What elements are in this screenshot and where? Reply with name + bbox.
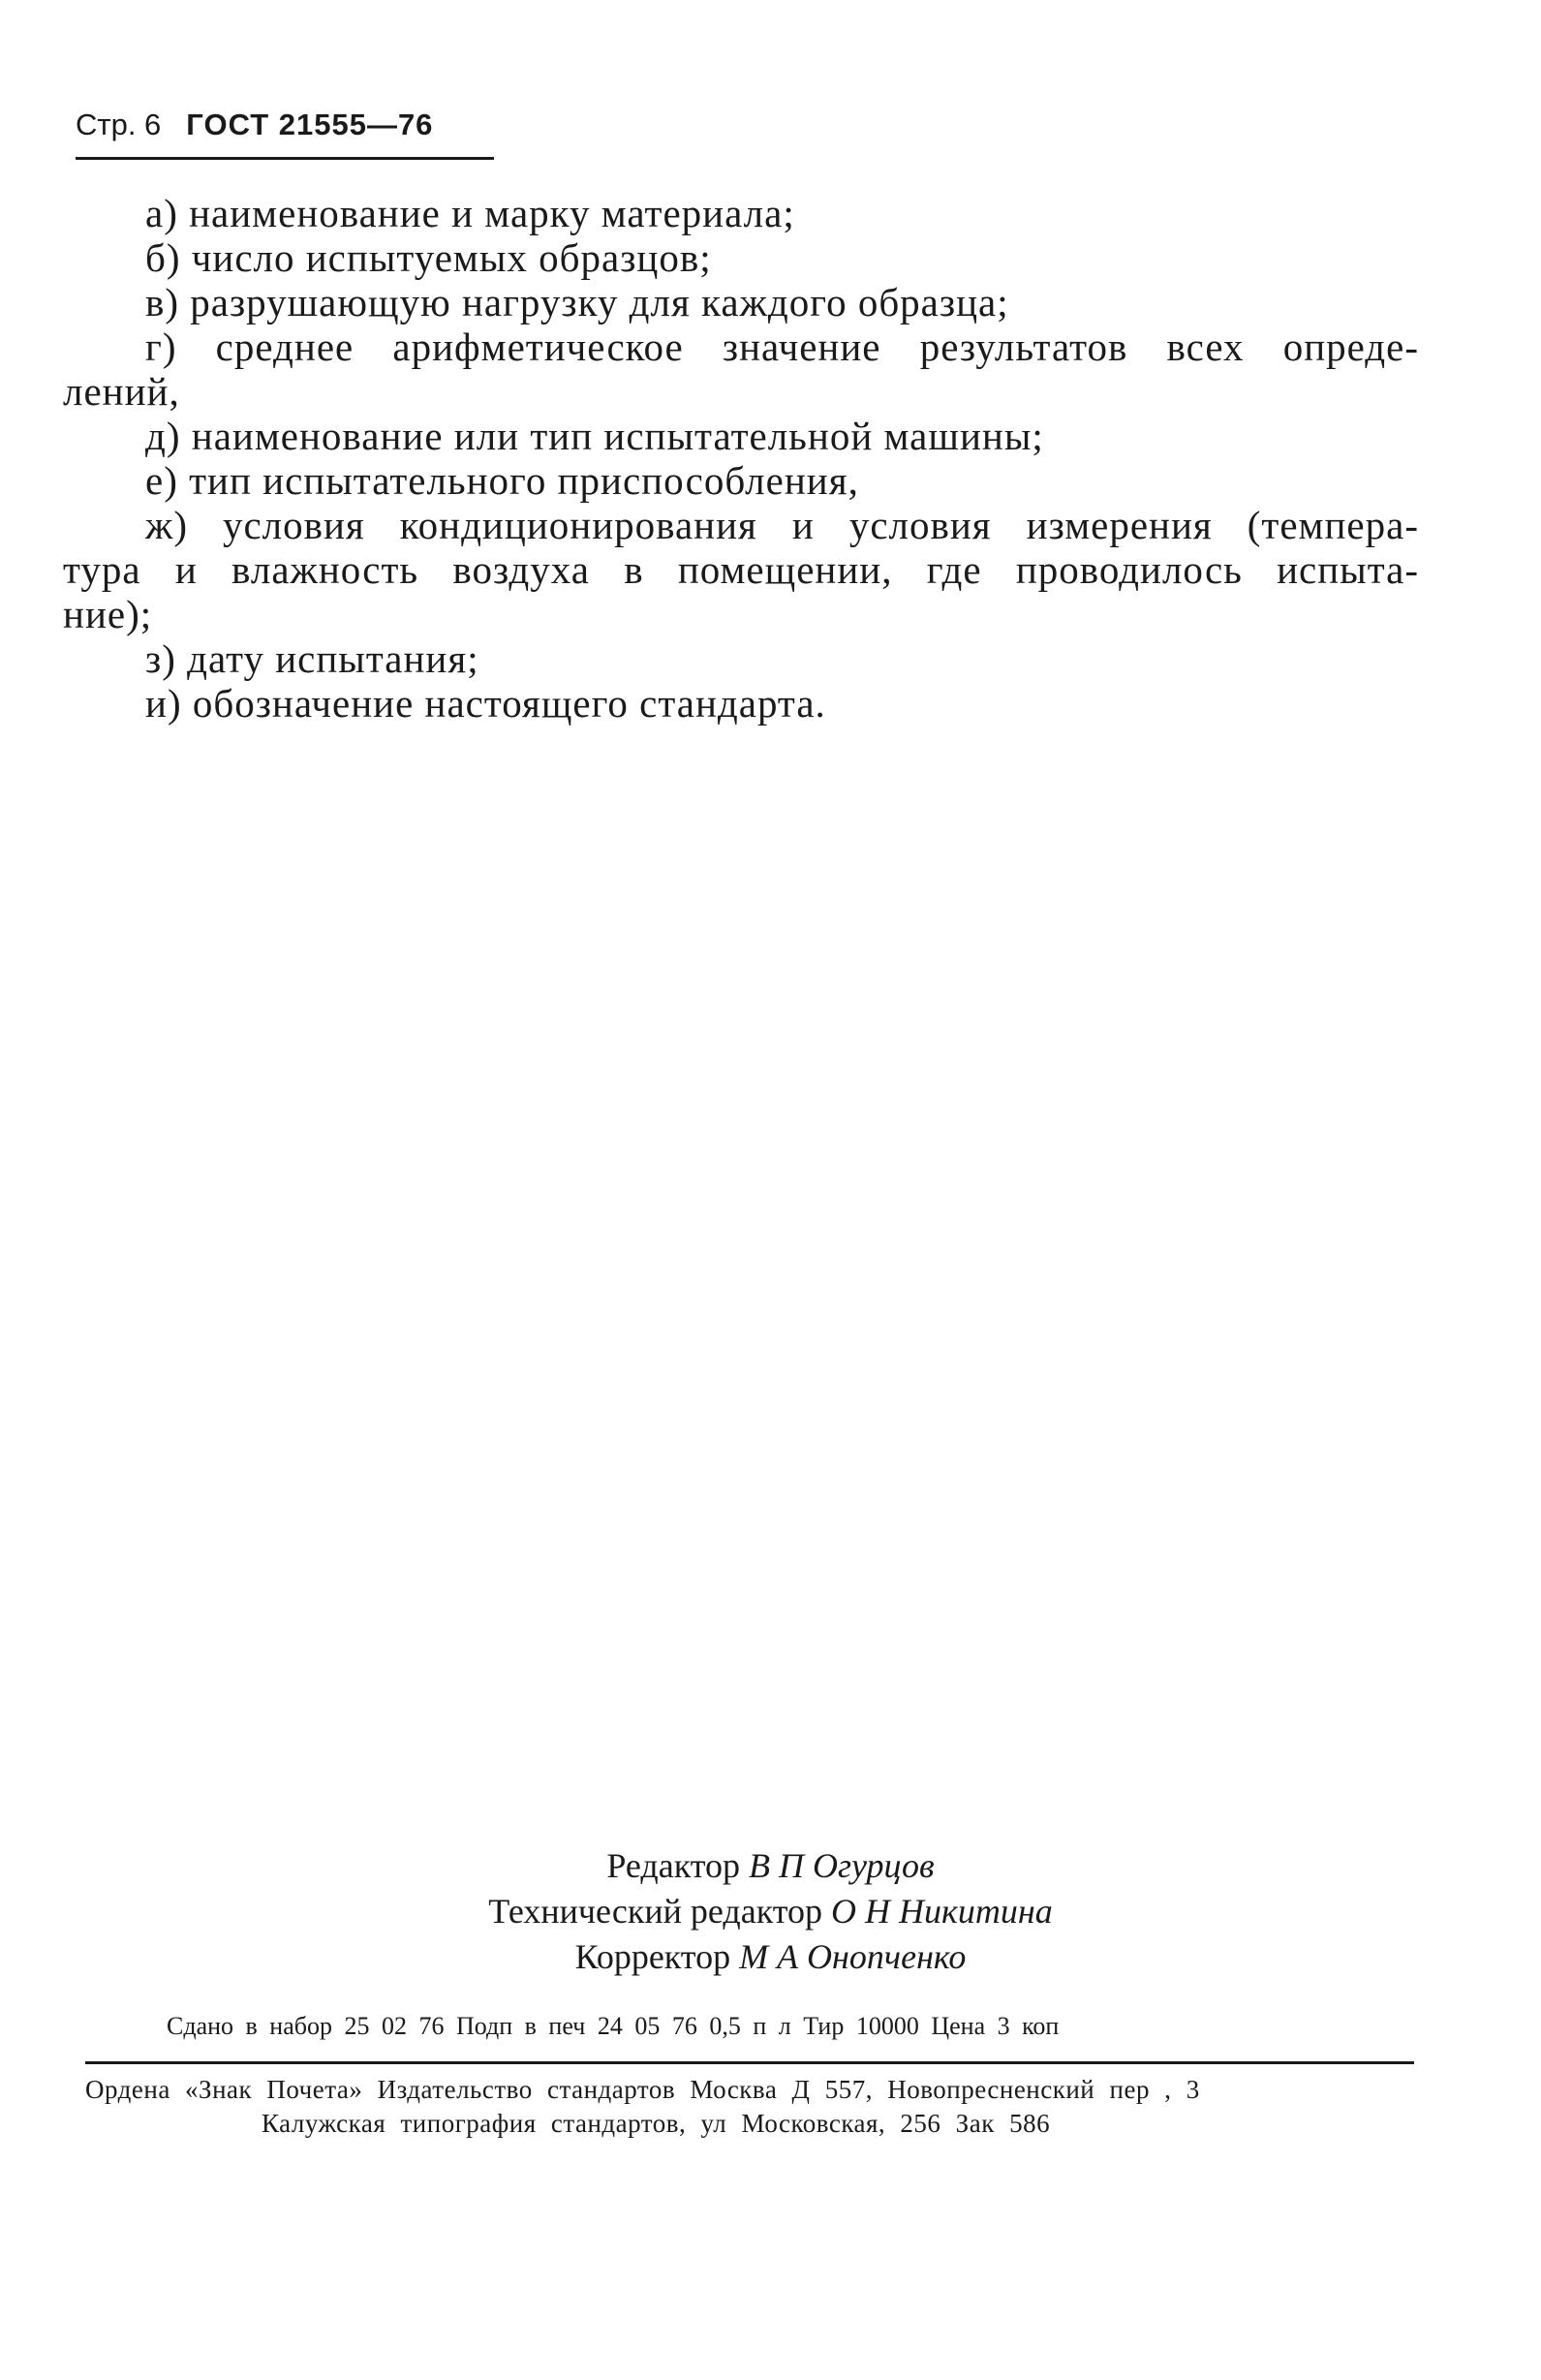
list-item-b: б) число испытуемых образцов;: [145, 235, 712, 280]
tech-editor-name: О Н Никитина: [831, 1892, 1053, 1931]
tech-editor-label: Технический редактор: [488, 1892, 822, 1931]
editor-name: В П Огурцов: [749, 1846, 935, 1885]
page-header: [76, 107, 494, 160]
list-item-zh-line1: ж) условия кондиционирования и условия измерения (темпера-: [145, 503, 1419, 547]
list-item-i: и) обозначение настоящего стандарта.: [145, 681, 826, 726]
corrector-label: Корректор: [574, 1937, 731, 1976]
tech-editor-line: [0, 1889, 1541, 1933]
list-item-zh-line2: тура и влажность воздуха в помещении, где проводилось испыта-: [63, 547, 1419, 592]
list-item-g-line1: г) среднее арифметическое значение результатов всех опреде-: [145, 325, 1419, 369]
report-contents-list: [63, 191, 1419, 726]
production-details: Сдано в набор 25 02 76 Подп в печ 24 05 76 0,5 п л Тир 10000 Цена 3 коп: [167, 2012, 1060, 2040]
page-number: Стр. 6: [76, 108, 162, 141]
printer-line: Калужская типография стандартов, ул Московская, 256 Зак 586: [262, 2109, 1051, 2138]
corrector-line: [0, 1934, 1541, 1979]
editor-label: Редактор: [606, 1846, 740, 1885]
editor-line: [0, 1843, 1541, 1888]
corrector-name: М А Онопченко: [739, 1937, 967, 1976]
list-item-v: в) разрушающую нагрузку для каждого образца;: [145, 280, 1009, 325]
footer-divider: [85, 2061, 1414, 2064]
list-item-zh-line3: ние);: [63, 592, 153, 636]
list-item-d: д) наименование или тип испытательной машины;: [145, 414, 1044, 458]
list-item-z: з) дату испытания;: [145, 636, 479, 681]
publisher-line: Ордена «Знак Почета» Издательство стандартов Москва Д 557, Новопресненский пер , 3: [85, 2075, 1200, 2104]
list-item-g-line2: лений,: [63, 369, 180, 414]
list-item-e: е) тип испытательного приспособления,: [145, 458, 859, 503]
list-item-a: а) наименование и марку материала;: [145, 191, 795, 235]
standard-number: ГОСТ 21555—76: [186, 108, 434, 141]
